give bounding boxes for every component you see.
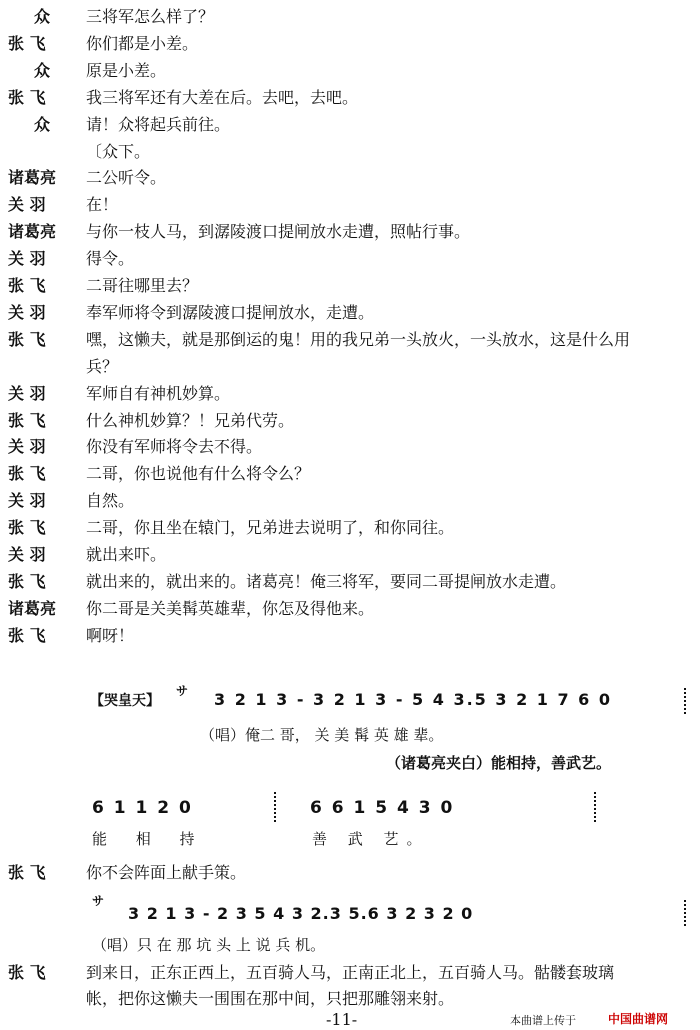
score-lyrics-2 <box>0 828 700 858</box>
dialogue-text: 奉军师将令到潺陵渡口提闸放水，走遭。 <box>86 302 375 322</box>
speaker-name: 张 飞 <box>8 863 46 882</box>
speaker-name: 众 <box>33 114 50 134</box>
dialogue-text: 帐，把你这懒夫一围围在那中间，只把那雕翎来射。 <box>86 989 455 1008</box>
speaker-name: 张 飞 <box>8 276 46 295</box>
dialogue-text: 什么神机妙算？！兄弟代劳。 <box>86 410 295 430</box>
dialogue-text: 得令。 <box>86 249 135 269</box>
speaker-name: 张 飞 <box>8 464 46 484</box>
aside-line: （诸葛亮夹白）能相持，善武艺。 <box>386 754 612 772</box>
barline <box>594 792 596 822</box>
dialogue-line <box>0 85 700 113</box>
dialogue-text: 你二哥是关美髯英雄辈，你怎及得他来。 <box>86 598 375 618</box>
dialogue-text: 就出来的，就出来的。诸葛亮！俺三将军，要同二哥提闸放水走遭。 <box>86 571 567 591</box>
dialogue-text: 三将军怎么样了？ <box>86 7 215 26</box>
dialogue-line <box>0 488 700 516</box>
dialogue-text: 你没有军师将令去不得。 <box>86 437 263 457</box>
speaker-name: 诸葛亮 <box>8 222 57 242</box>
dialogue-text: 就出来吓。 <box>86 545 167 564</box>
dialogue-line <box>0 569 700 597</box>
dialogue-line <box>0 192 700 220</box>
dialogue-line <box>0 112 700 140</box>
lyrics-line-3: （唱）只 在 那 坑 头 上 说 兵 机。 <box>92 936 326 954</box>
dialogue-line <box>0 354 700 382</box>
speaker-name: 关 羽 <box>8 491 46 511</box>
dialogue-line <box>0 219 700 247</box>
speaker-name: 张 飞 <box>8 571 46 591</box>
dialogue-line <box>0 165 700 193</box>
tune-label: 【哭皇天】 <box>90 693 160 709</box>
dialogue-text: 二哥，你也说他有什么将令么？ <box>86 464 311 484</box>
speaker-name: 关 羽 <box>8 383 46 403</box>
speaker-name: 张 飞 <box>8 625 46 645</box>
score-section-1 <box>0 680 700 830</box>
dialogue-line <box>0 4 700 32</box>
lyrics-line-2b: 善 武 艺。 <box>312 830 430 848</box>
notation-line-3: 3 2 1 3 - 2 3 5 4 3 2.3 5.6 3 2 3 2 0 <box>128 904 474 923</box>
notation-line-2: 6 1 1 2 0 <box>92 798 193 818</box>
speaker-name: 关 羽 <box>8 249 46 269</box>
meter-mark: サ <box>92 894 105 908</box>
dialogue-text: 我三将军还有大差在后。去吧，去吧。 <box>86 87 359 107</box>
dialogue-text: 与你一枝人马，到潺陵渡口提闸放水走遭，照帖行事。 <box>86 222 471 242</box>
dialogue-line <box>0 461 700 489</box>
upload-note: 本曲谱上传于 <box>510 1014 576 1027</box>
dialogue-line <box>0 515 700 543</box>
dialogue-text: 〔众下。 <box>86 141 151 161</box>
speaker-name: 张 飞 <box>8 329 46 349</box>
lyrics-line-2: 能 相 持 <box>92 830 207 848</box>
dialogue-text: 到来日，正东正西上，五百骑人马，正南正北上，五百骑人马。骷髅套玻璃 <box>86 963 615 982</box>
dialogue-text: 自然。 <box>86 491 135 511</box>
dialogue-text: 二哥，你且坐在辕门，兄弟进去说明了，和你同往。 <box>86 518 455 538</box>
lyrics-line-1: （唱）俺二 哥， 关 美 髯 英 雄 辈。 <box>200 726 444 744</box>
dialogue-line <box>0 623 700 651</box>
speaker-name: 关 羽 <box>8 195 46 215</box>
dialogue-text: 嘿，这懒夫，就是那倒运的鬼！用的我兄弟一头放火，一头放水，这是什么用 <box>86 329 631 349</box>
page-number: -11- <box>326 1010 358 1029</box>
dialogue-line <box>0 300 700 328</box>
speaker-name: 关 羽 <box>8 545 46 564</box>
dialogue-line <box>0 327 700 355</box>
dialogue-line <box>0 542 700 570</box>
dialogue-line <box>0 596 700 624</box>
dialogue-text: 请！众将起兵前往。 <box>86 114 231 134</box>
speaker-name: 张 飞 <box>8 33 46 53</box>
dialogue-line <box>0 381 700 409</box>
speaker-name: 张 飞 <box>8 963 46 982</box>
speaker-name: 众 <box>33 7 50 26</box>
speaker-name: 众 <box>33 60 50 80</box>
dialogue-text: 你不会阵面上献手策。 <box>86 863 247 882</box>
dialogue-line <box>0 139 700 167</box>
dialogue-text: 啊呀！ <box>86 625 135 645</box>
dialogue-text: 原是小差。 <box>86 60 167 80</box>
barline <box>684 900 686 926</box>
speaker-name: 诸葛亮 <box>8 598 57 618</box>
speaker-name: 张 飞 <box>8 87 46 107</box>
speaker-name: 诸葛亮 <box>8 168 57 188</box>
dialogue-line <box>0 58 700 86</box>
score-section-2 <box>0 890 700 960</box>
dialogue-line <box>0 408 700 436</box>
barline <box>274 792 276 822</box>
meter-mark: サ <box>176 684 189 698</box>
speaker-name: 张 飞 <box>8 410 46 430</box>
notation-line-2b: 6 6 1 5 4 3 0 <box>310 798 455 818</box>
dialogue-line <box>0 960 700 988</box>
notation-line-1: 3 2 1 3 - 3 2 1 3 - 5 4 3.5 3 2 1 7 6 0 <box>214 690 613 709</box>
dialogue-text: 兵？ <box>86 356 119 376</box>
dialogue-text: 二公听令。 <box>86 168 167 188</box>
dialogue-text: 军师自有神机妙算。 <box>86 383 231 403</box>
speaker-name: 张 飞 <box>8 518 46 538</box>
dialogue-line <box>0 246 700 274</box>
speaker-name: 关 羽 <box>8 302 46 322</box>
speaker-name: 关 羽 <box>8 437 46 457</box>
site-logo: 中国曲谱网 <box>608 1012 669 1026</box>
dialogue-line <box>0 434 700 462</box>
dialogue-text: 在！ <box>86 195 119 215</box>
dialogue-line <box>0 273 700 301</box>
dialogue-text: 二哥往哪里去？ <box>86 276 199 295</box>
barline <box>684 688 686 714</box>
dialogue-line <box>0 860 700 888</box>
dialogue-text: 你们都是小差。 <box>86 33 199 53</box>
dialogue-line <box>0 31 700 59</box>
